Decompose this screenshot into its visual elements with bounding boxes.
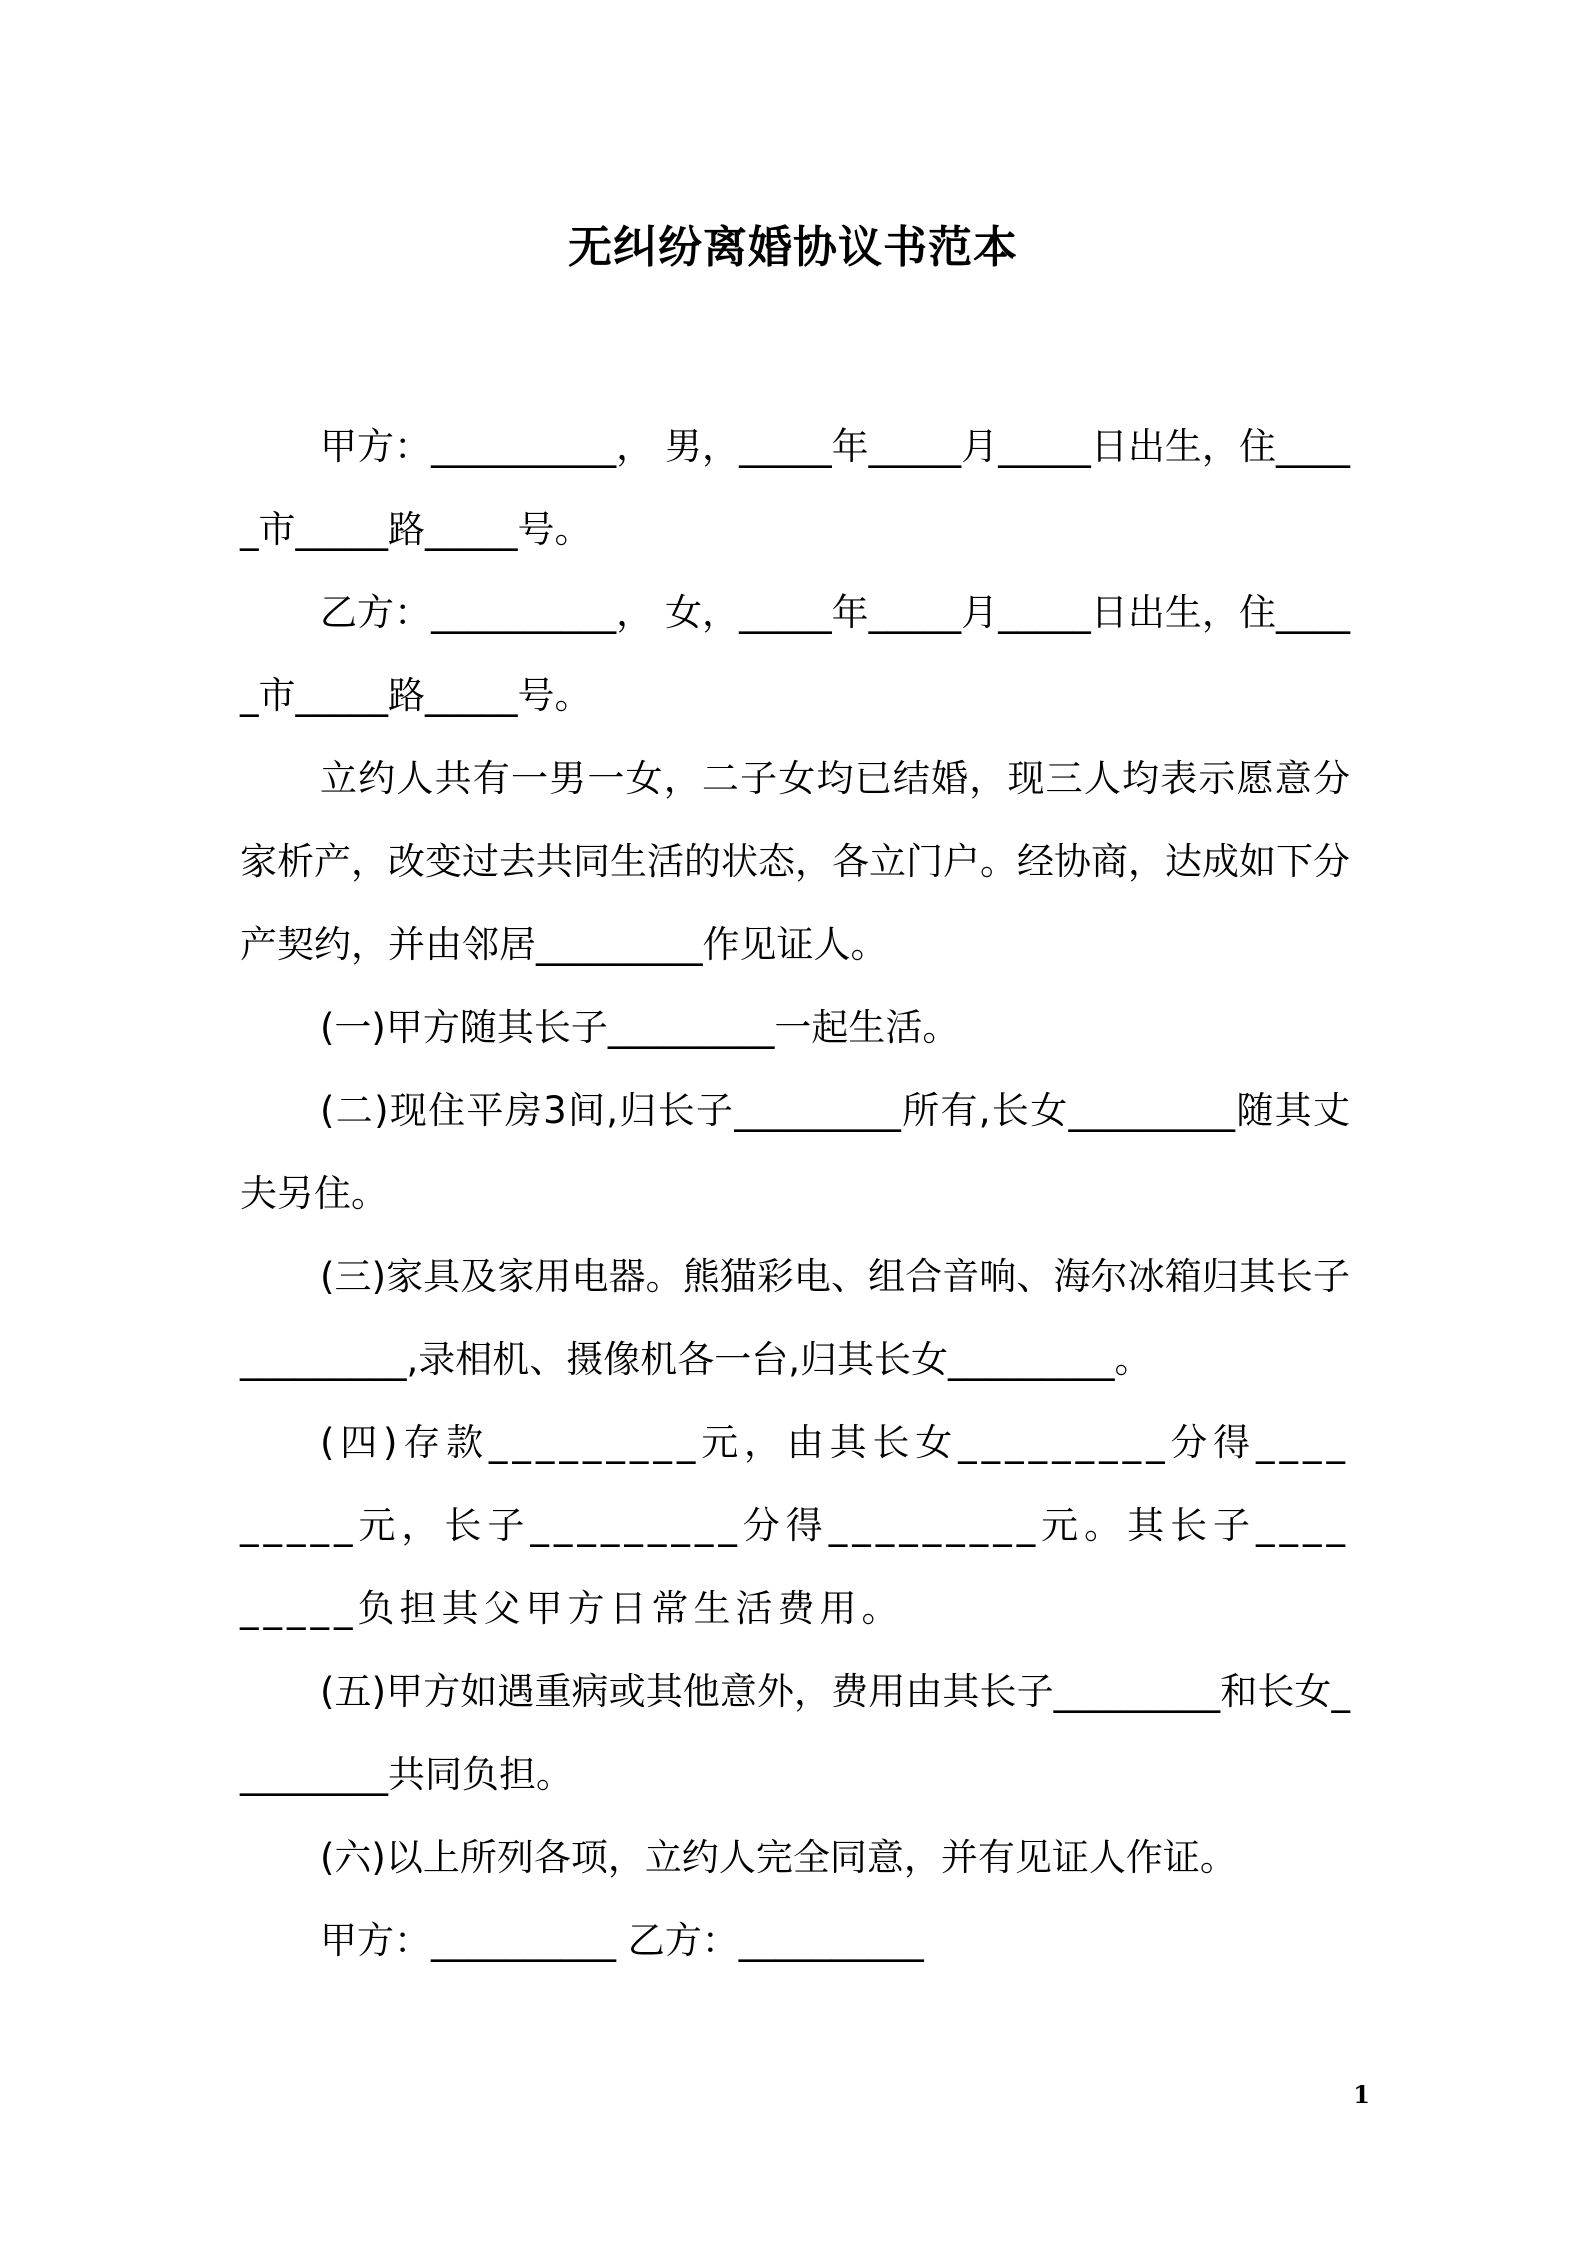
- page-number: 1: [1353, 2080, 1370, 2109]
- party-b-paragraph: 乙方：__________， 女，_____年_____月_____日出生，住_____市_____路_____号。: [240, 591, 1350, 717]
- signature-line: 甲方：__________ 乙方：__________: [320, 1919, 924, 1962]
- clause-5-paragraph: (五)甲方如遇重病或其他意外，费用由其长子_________和长女_________共同负担。: [240, 1670, 1350, 1796]
- document-title: 无纠纷离婚协议书范本: [568, 222, 1018, 273]
- document-body: [240, 405, 1350, 1982]
- clause-6-paragraph: (六)以上所列各项，立约人完全同意，并有见证人作证。: [320, 1836, 1237, 1879]
- preamble-paragraph: 立约人共有一男一女，二子女均已结婚，现三人均表示愿意分家析产，改变过去共同生活的状态，各立门户。经协商，达成如下分产契约，并由邻居_________作见证人。: [240, 757, 1350, 966]
- clause-3-paragraph: (三)家具及家用电器。熊猫彩电、组合音响、海尔冰箱归其长子_________,录相机、摄像机各一台,归其长女_________。: [240, 1255, 1350, 1381]
- party-a-paragraph: 甲方：__________， 男，_____年_____月_____日出生，住_____市_____路_____号。: [240, 425, 1350, 551]
- clause-1-paragraph: (一)甲方随其长子_________一起生活。: [320, 1006, 960, 1049]
- clause-4-paragraph: (四)存款_________元，由其长女_________分得_________元，长子_________分得_________元。其长子_________负担其父甲方日常生活费用。: [240, 1421, 1350, 1630]
- clause-2-paragraph: (二)现住平房3间,归长子_________所有,长女_________随其丈夫另住。: [240, 1089, 1350, 1215]
